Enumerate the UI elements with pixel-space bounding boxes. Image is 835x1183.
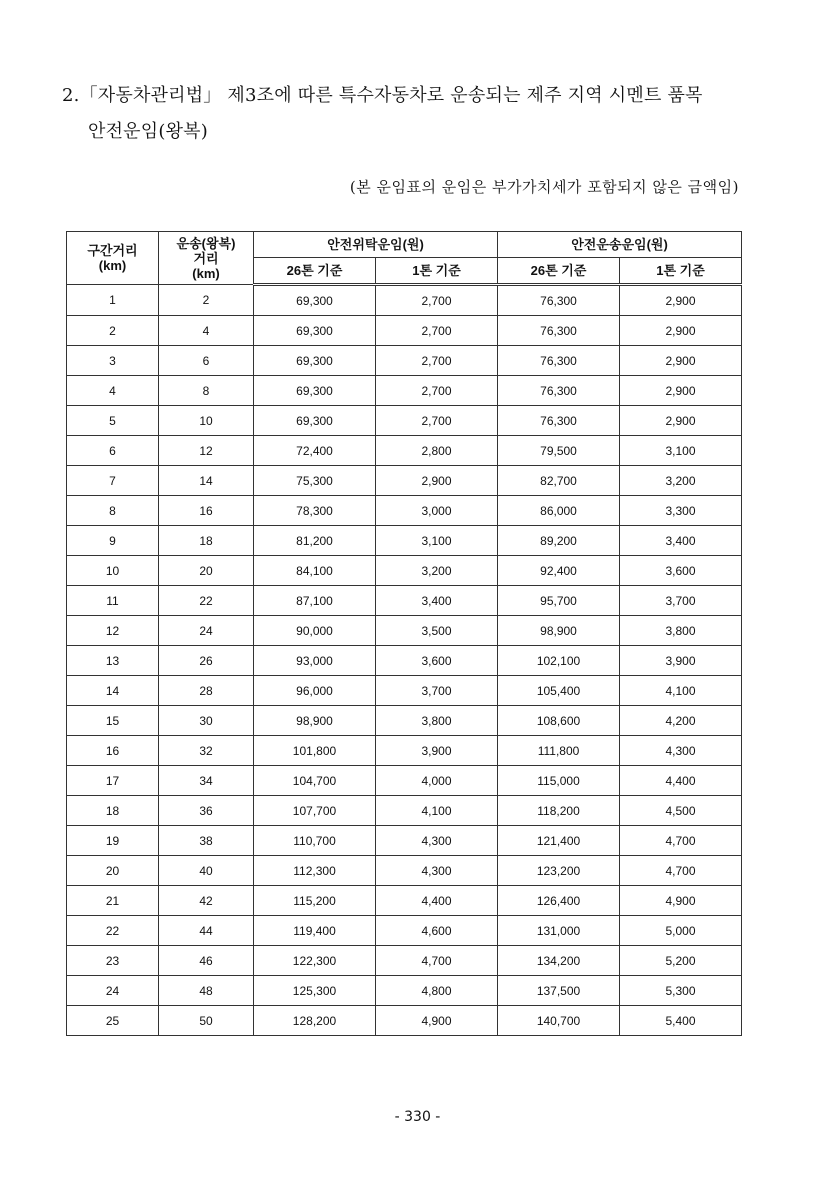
section-distance-cell: 17	[67, 766, 159, 796]
transport-26t-cell: 98,900	[498, 616, 620, 646]
transport-1t-cell: 2,900	[620, 406, 742, 436]
transport-1t-cell: 4,700	[620, 826, 742, 856]
table-row	[67, 886, 742, 916]
section-distance-cell: 25	[67, 1006, 159, 1036]
consign-1t-cell: 2,700	[376, 406, 498, 436]
consign-26t-cell: 69,300	[254, 316, 376, 346]
consign-1t-cell: 3,000	[376, 496, 498, 526]
header-section-distance: 구간거리 (km)	[67, 232, 159, 285]
consign-1t-cell: 2,700	[376, 346, 498, 376]
table-row	[67, 316, 742, 346]
transport-1t-cell: 2,900	[620, 376, 742, 406]
round-trip-distance-cell: 20	[159, 556, 254, 586]
header-consign-26t: 26톤 기준	[254, 258, 376, 285]
section-distance-cell: 20	[67, 856, 159, 886]
section-distance-cell: 23	[67, 946, 159, 976]
consign-26t-cell: 122,300	[254, 946, 376, 976]
table-row	[67, 1006, 742, 1036]
consign-26t-cell: 125,300	[254, 976, 376, 1006]
section-distance-cell: 12	[67, 616, 159, 646]
round-trip-distance-cell: 10	[159, 406, 254, 436]
transport-26t-cell: 134,200	[498, 946, 620, 976]
section-distance-cell: 6	[67, 436, 159, 466]
consign-1t-cell: 3,700	[376, 676, 498, 706]
transport-1t-cell: 5,200	[620, 946, 742, 976]
consign-26t-cell: 69,300	[254, 406, 376, 436]
table-row	[67, 406, 742, 436]
transport-26t-cell: 76,300	[498, 346, 620, 376]
consign-26t-cell: 69,300	[254, 285, 376, 316]
transport-1t-cell: 5,300	[620, 976, 742, 1006]
round-trip-distance-cell: 46	[159, 946, 254, 976]
consign-26t-cell: 78,300	[254, 496, 376, 526]
consign-1t-cell: 2,700	[376, 376, 498, 406]
transport-1t-cell: 4,500	[620, 796, 742, 826]
transport-26t-cell: 123,200	[498, 856, 620, 886]
round-trip-distance-cell: 4	[159, 316, 254, 346]
consign-1t-cell: 3,400	[376, 586, 498, 616]
section-distance-cell: 7	[67, 466, 159, 496]
consign-1t-cell: 4,400	[376, 886, 498, 916]
round-trip-distance-cell: 32	[159, 736, 254, 766]
table-row	[67, 586, 742, 616]
transport-26t-cell: 82,700	[498, 466, 620, 496]
round-trip-distance-cell: 8	[159, 376, 254, 406]
round-trip-distance-cell: 14	[159, 466, 254, 496]
consign-1t-cell: 2,900	[376, 466, 498, 496]
consign-1t-cell: 4,700	[376, 946, 498, 976]
transport-26t-cell: 111,800	[498, 736, 620, 766]
consign-26t-cell: 112,300	[254, 856, 376, 886]
header-consign-1t: 1톤 기준	[376, 258, 498, 285]
consign-26t-cell: 98,900	[254, 706, 376, 736]
transport-1t-cell: 5,400	[620, 1006, 742, 1036]
transport-1t-cell: 2,900	[620, 285, 742, 316]
round-trip-distance-cell: 50	[159, 1006, 254, 1036]
header-transport-rate-group: 안전운송운임(원)	[498, 232, 742, 258]
transport-26t-cell: 102,100	[498, 646, 620, 676]
header-transport-1t: 1톤 기준	[620, 258, 742, 285]
table-row	[67, 856, 742, 886]
transport-1t-cell: 3,700	[620, 586, 742, 616]
vat-note: (본 운임표의 운임은 부가가치세가 포함되지 않은 금액임)	[349, 178, 739, 196]
consign-1t-cell: 2,700	[376, 285, 498, 316]
round-trip-distance-cell: 34	[159, 766, 254, 796]
transport-1t-cell: 3,400	[620, 526, 742, 556]
table-row	[67, 346, 742, 376]
section-distance-cell: 9	[67, 526, 159, 556]
round-trip-distance-cell: 44	[159, 916, 254, 946]
consign-26t-cell: 90,000	[254, 616, 376, 646]
round-trip-distance-cell: 2	[159, 285, 254, 316]
transport-1t-cell: 3,600	[620, 556, 742, 586]
consign-1t-cell: 4,600	[376, 916, 498, 946]
consign-1t-cell: 3,500	[376, 616, 498, 646]
round-trip-distance-cell: 36	[159, 796, 254, 826]
consign-1t-cell: 3,200	[376, 556, 498, 586]
transport-1t-cell: 3,800	[620, 616, 742, 646]
table-row	[67, 616, 742, 646]
transport-1t-cell: 4,300	[620, 736, 742, 766]
round-trip-distance-cell: 40	[159, 856, 254, 886]
table-row	[67, 526, 742, 556]
section-distance-cell: 13	[67, 646, 159, 676]
transport-1t-cell: 3,300	[620, 496, 742, 526]
section-distance-cell: 1	[67, 285, 159, 316]
table-row	[67, 796, 742, 826]
transport-26t-cell: 126,400	[498, 886, 620, 916]
section-distance-cell: 24	[67, 976, 159, 1006]
rate-table	[66, 231, 742, 1036]
transport-26t-cell: 92,400	[498, 556, 620, 586]
transport-26t-cell: 140,700	[498, 1006, 620, 1036]
transport-26t-cell: 95,700	[498, 586, 620, 616]
transport-26t-cell: 76,300	[498, 316, 620, 346]
consign-1t-cell: 3,100	[376, 526, 498, 556]
section-distance-cell: 11	[67, 586, 159, 616]
consign-1t-cell: 4,100	[376, 796, 498, 826]
transport-1t-cell: 4,400	[620, 766, 742, 796]
section-heading	[62, 78, 762, 150]
rate-table-header	[67, 232, 742, 285]
section-distance-cell: 14	[67, 676, 159, 706]
table-row	[67, 646, 742, 676]
table-row	[67, 946, 742, 976]
section-heading-line1: 2.「자동차관리법」 제3조에 따른 특수자동차로 운송되는 제주 지역 시멘트 품목	[62, 85, 703, 106]
transport-26t-cell: 118,200	[498, 796, 620, 826]
header-consign-rate-group: 안전위탁운임(원)	[254, 232, 498, 258]
table-row	[67, 916, 742, 946]
transport-26t-cell: 89,200	[498, 526, 620, 556]
page-number: - 330 -	[394, 1109, 441, 1125]
table-row	[67, 466, 742, 496]
transport-1t-cell: 4,900	[620, 886, 742, 916]
transport-26t-cell: 76,300	[498, 285, 620, 316]
transport-26t-cell: 115,000	[498, 766, 620, 796]
consign-26t-cell: 96,000	[254, 676, 376, 706]
section-distance-cell: 15	[67, 706, 159, 736]
transport-26t-cell: 121,400	[498, 826, 620, 856]
section-distance-cell: 8	[67, 496, 159, 526]
rate-table-body	[67, 285, 742, 1036]
transport-26t-cell: 86,000	[498, 496, 620, 526]
section-distance-cell: 16	[67, 736, 159, 766]
section-distance-cell: 18	[67, 796, 159, 826]
transport-26t-cell: 131,000	[498, 916, 620, 946]
consign-1t-cell: 4,300	[376, 856, 498, 886]
table-row	[67, 736, 742, 766]
consign-26t-cell: 69,300	[254, 346, 376, 376]
consign-1t-cell: 4,800	[376, 976, 498, 1006]
consign-26t-cell: 101,800	[254, 736, 376, 766]
transport-1t-cell: 5,000	[620, 916, 742, 946]
section-distance-cell: 22	[67, 916, 159, 946]
consign-26t-cell: 119,400	[254, 916, 376, 946]
consign-26t-cell: 128,200	[254, 1006, 376, 1036]
transport-1t-cell: 3,200	[620, 466, 742, 496]
transport-1t-cell: 3,100	[620, 436, 742, 466]
transport-26t-cell: 105,400	[498, 676, 620, 706]
consign-1t-cell: 3,900	[376, 736, 498, 766]
section-heading-line2: 안전운임(왕복)	[88, 121, 208, 142]
round-trip-distance-cell: 6	[159, 346, 254, 376]
round-trip-distance-cell: 26	[159, 646, 254, 676]
header-round-trip-distance: 운송(왕복) 거리 (km)	[159, 232, 254, 285]
table-row	[67, 556, 742, 586]
consign-26t-cell: 87,100	[254, 586, 376, 616]
table-row	[67, 766, 742, 796]
transport-1t-cell: 2,900	[620, 316, 742, 346]
section-distance-cell: 2	[67, 316, 159, 346]
transport-26t-cell: 137,500	[498, 976, 620, 1006]
table-row	[67, 436, 742, 466]
consign-26t-cell: 69,300	[254, 376, 376, 406]
round-trip-distance-cell: 18	[159, 526, 254, 556]
consign-1t-cell: 4,300	[376, 826, 498, 856]
table-row	[67, 285, 742, 316]
consign-26t-cell: 104,700	[254, 766, 376, 796]
consign-1t-cell: 3,600	[376, 646, 498, 676]
section-distance-cell: 10	[67, 556, 159, 586]
consign-26t-cell: 110,700	[254, 826, 376, 856]
round-trip-distance-cell: 48	[159, 976, 254, 1006]
consign-1t-cell: 4,000	[376, 766, 498, 796]
table-row	[67, 376, 742, 406]
consign-26t-cell: 84,100	[254, 556, 376, 586]
consign-1t-cell: 2,800	[376, 436, 498, 466]
consign-26t-cell: 81,200	[254, 526, 376, 556]
consign-26t-cell: 93,000	[254, 646, 376, 676]
consign-1t-cell: 2,700	[376, 316, 498, 346]
round-trip-distance-cell: 30	[159, 706, 254, 736]
table-row	[67, 496, 742, 526]
section-distance-cell: 4	[67, 376, 159, 406]
consign-26t-cell: 107,700	[254, 796, 376, 826]
section-distance-cell: 3	[67, 346, 159, 376]
round-trip-distance-cell: 24	[159, 616, 254, 646]
transport-26t-cell: 79,500	[498, 436, 620, 466]
section-distance-cell: 21	[67, 886, 159, 916]
transport-26t-cell: 76,300	[498, 406, 620, 436]
transport-1t-cell: 2,900	[620, 346, 742, 376]
transport-26t-cell: 76,300	[498, 376, 620, 406]
transport-1t-cell: 4,700	[620, 856, 742, 886]
consign-1t-cell: 4,900	[376, 1006, 498, 1036]
header-transport-26t: 26톤 기준	[498, 258, 620, 285]
round-trip-distance-cell: 38	[159, 826, 254, 856]
table-row	[67, 826, 742, 856]
consign-1t-cell: 3,800	[376, 706, 498, 736]
consign-26t-cell: 115,200	[254, 886, 376, 916]
transport-1t-cell: 4,100	[620, 676, 742, 706]
round-trip-distance-cell: 12	[159, 436, 254, 466]
consign-26t-cell: 72,400	[254, 436, 376, 466]
transport-26t-cell: 108,600	[498, 706, 620, 736]
table-row	[67, 976, 742, 1006]
consign-26t-cell: 75,300	[254, 466, 376, 496]
round-trip-distance-cell: 16	[159, 496, 254, 526]
table-row	[67, 676, 742, 706]
round-trip-distance-cell: 22	[159, 586, 254, 616]
section-distance-cell: 5	[67, 406, 159, 436]
transport-1t-cell: 4,200	[620, 706, 742, 736]
table-row	[67, 706, 742, 736]
round-trip-distance-cell: 42	[159, 886, 254, 916]
transport-1t-cell: 3,900	[620, 646, 742, 676]
round-trip-distance-cell: 28	[159, 676, 254, 706]
section-distance-cell: 19	[67, 826, 159, 856]
